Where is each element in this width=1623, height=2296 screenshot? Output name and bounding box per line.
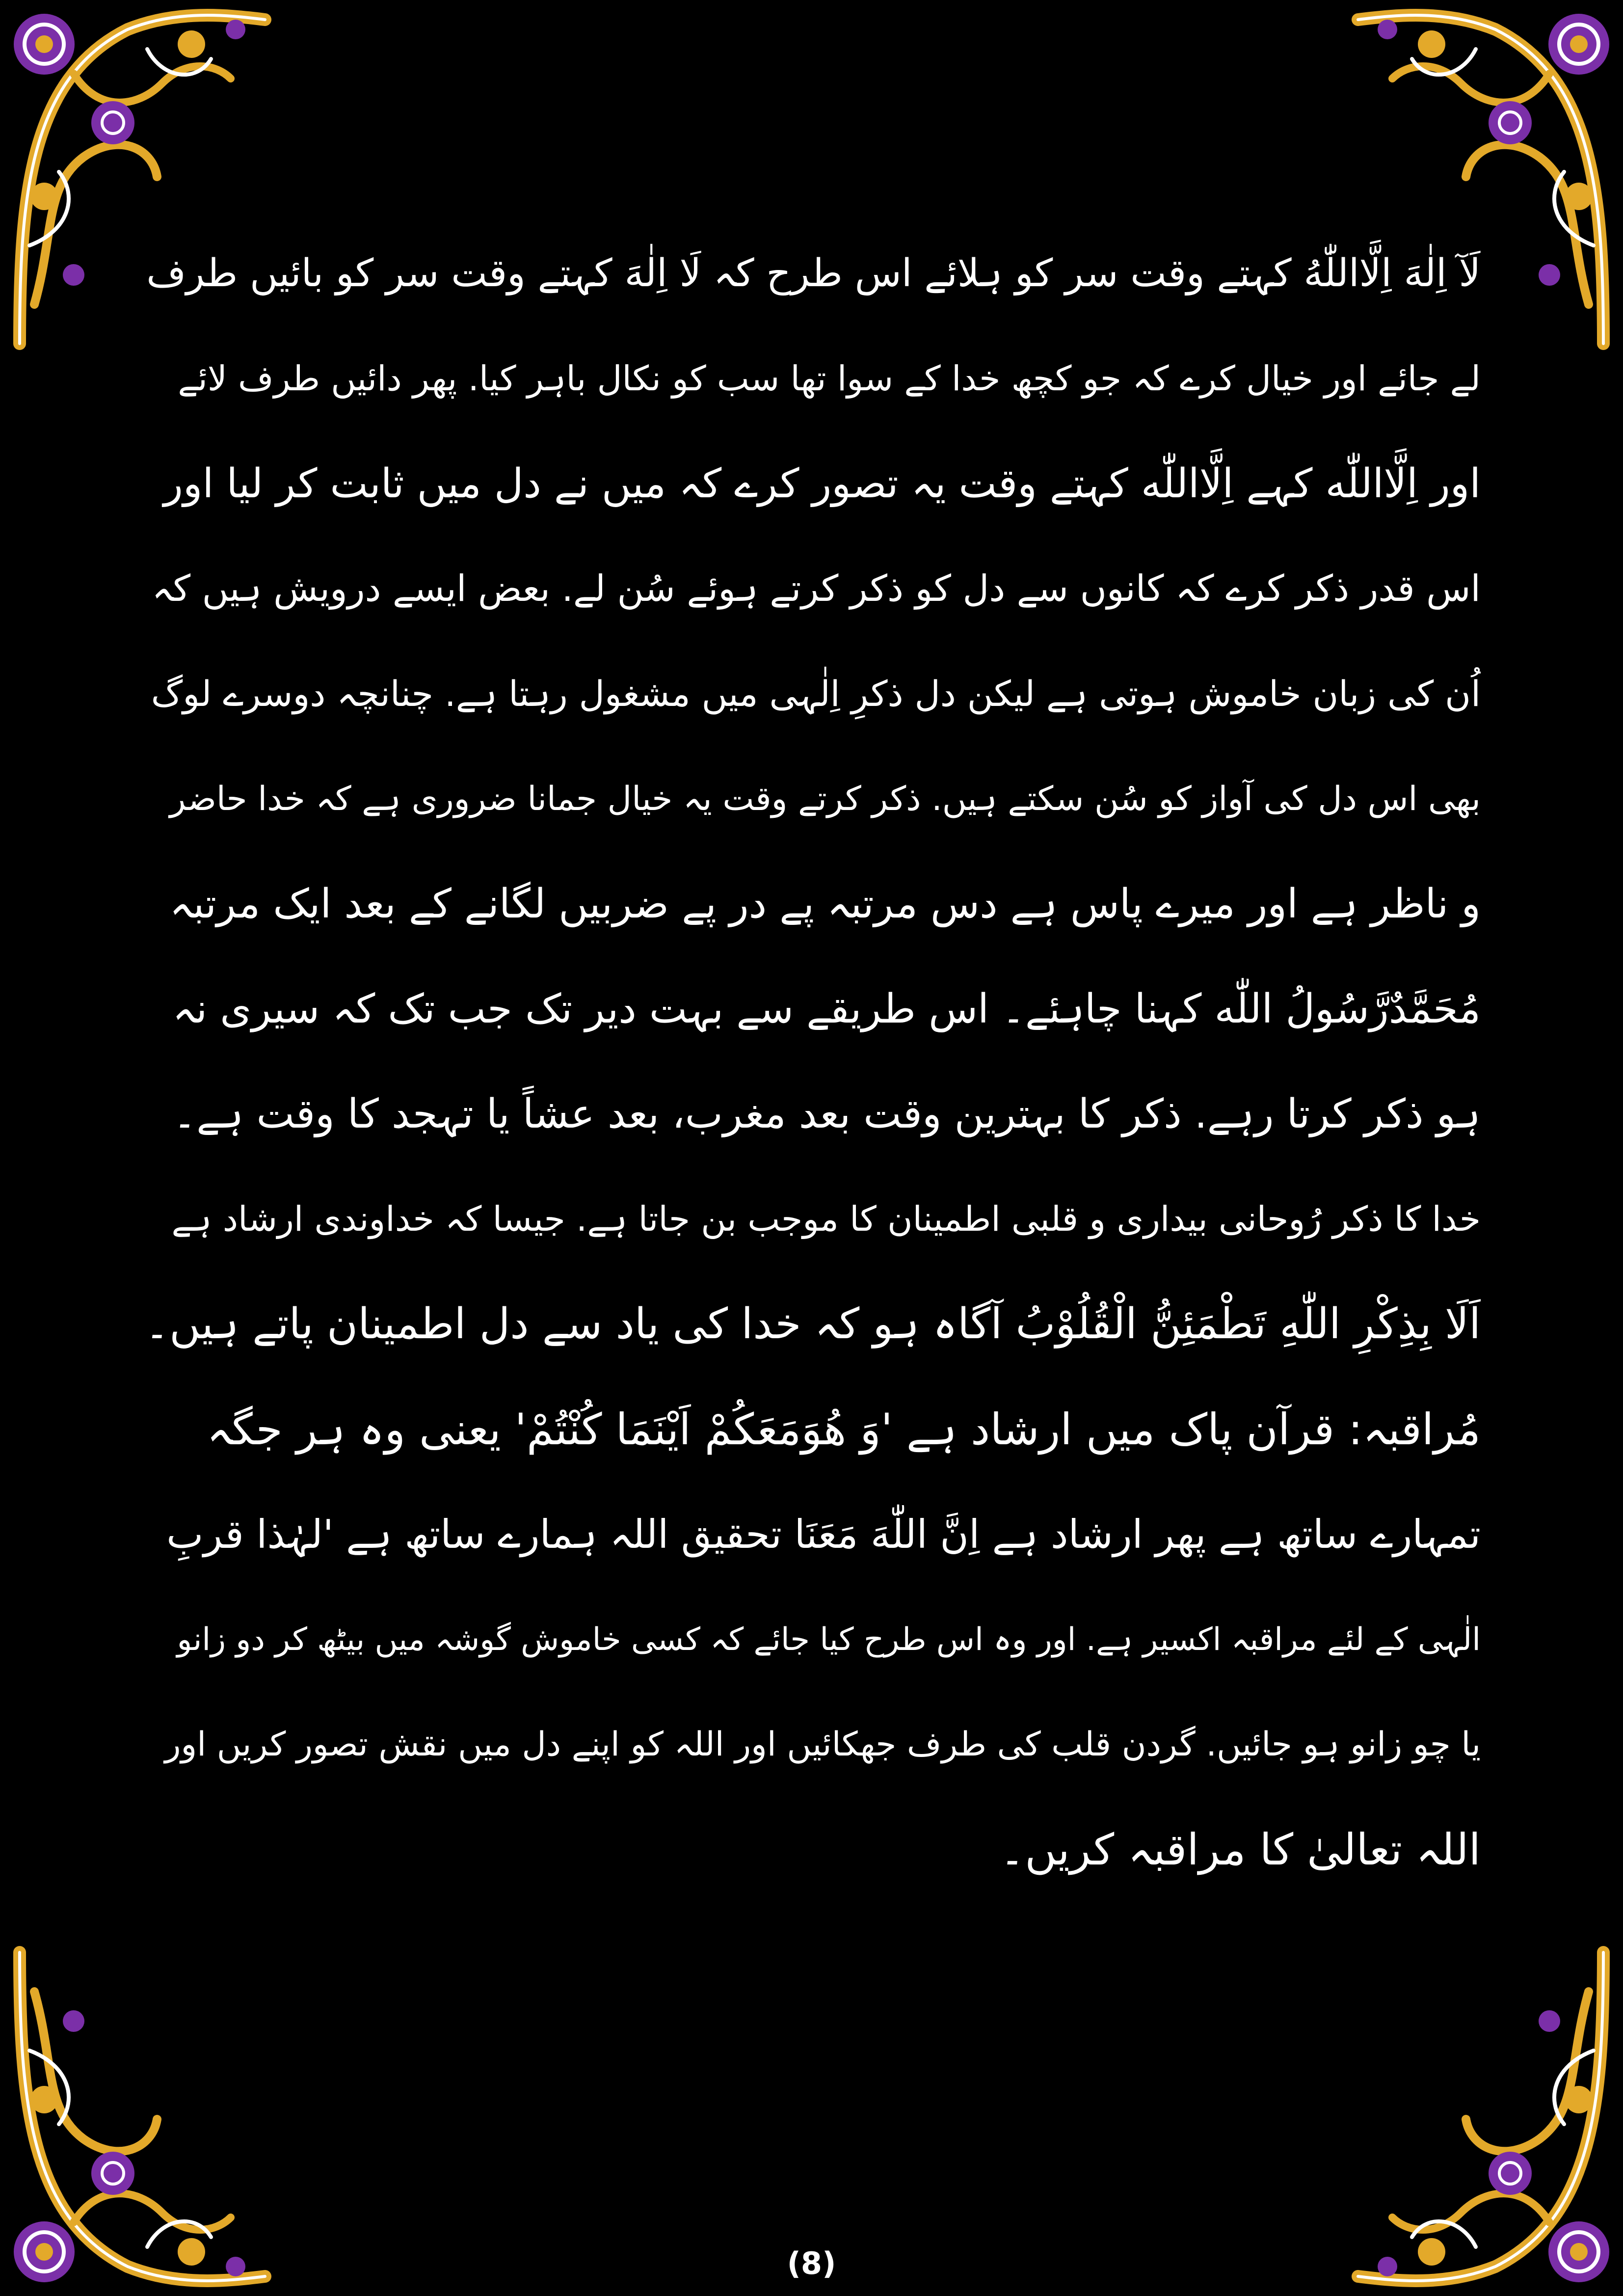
floral-corner-bottom-left-icon [0,1943,275,2296]
text-line: مُراقبہ: قرآن پاک میں ارشاد ہے 'وَ هُوَمَعَکُمْ اَیْنَمَا کُنْتُمْ' یعنی وہ ہر جگہ [207,1404,1481,1455]
text-line: یا چو زانو ہو جائیں. گردن قلب کی طرف جھکائیں اور اللہ کو اپنے دل میں نقش تصور کریں اور [164,1725,1481,1764]
text-line: لَآ اِلٰهَ اِلَّااللّٰهُ کہتے وقت سر کو ہلائے اس طرح کہ لَا اِلٰهَ کہتے وقت سر کو بائیں طرف [146,251,1481,296]
text-line: ہو ذکر کرتا رہے. ذکر کا بہترین وقت بعد مغرب، بعد عشاً یا تہجد کا وقت ہے۔ [173,1090,1481,1137]
text-line: تمہارے ساتھ ہے پھر ارشاد ہے اِنَّ اللّٰهَ مَعَنَا تحقیق اللہ ہمارے ساتھ ہے 'لہٰذا قربِ [166,1511,1481,1557]
text-line: بھی اس دل کی آواز کو سُن سکتے ہیں. ذکر کرتے وقت یہ خیال جمانا ضروری ہے کہ خدا حاضر [169,780,1481,818]
text-line: مُحَمَّدٌرَّسُولُ اللّٰه کہنا چاہئے۔ اس طریقے سے بہت دیر تک جب تک کہ سیری نہ [172,985,1481,1032]
text-line: اس قدر ذکر کرے کہ کانوں سے دل کو ذکر کرتے ہوئے سُن لے. بعض ایسے درویش ہیں کہ [152,567,1481,610]
text-line: و ناظر ہے اور میرے پاس ہے دس مرتبہ پے در پے ضربیں لگانے کے بعد ایک مرتبہ [169,880,1481,927]
text-line: لے جائے اور خیال کرے کہ جو کچھ خدا کے سوا تھا سب کو نکال باہر کیا. پھر دائیں طرف لائے [178,358,1481,399]
body-text [142,221,1481,1902]
text-line: الٰہی کے لئے مراقبہ اکسیر ہے. اور وہ اس طرح کیا جائے کہ کسی خاموش گوشہ میں بیٹھ کر دو زانو [177,1621,1481,1658]
floral-corner-bottom-right-icon [1348,1943,1623,2296]
text-line: اور اِلَّااللّٰه کہے اِلَّااللّٰه کہتے وقت یہ تصور کرے کہ میں نے دل میں ثابت کر لیا اور [163,460,1481,507]
text-line: اُن کی زبان خاموش ہوتی ہے لیکن دل ذکرِ اِلٰہی میں مشغول رہتا ہے. چنانچہ دوسرے لوگ [151,673,1481,714]
text-line: اللہ تعالیٰ کا مراقبہ کریں۔ [999,1824,1481,1875]
text-line: خدا کا ذکر رُوحانی بیداری و قلبی اطمینان کا موجب بن جاتا ہے. جیسا کہ خداوندی ارشاد ہے [171,1199,1481,1239]
text-line: اَلَا بِذِکْرِ اللّٰهِ تَطْمَئِنُّ الْقُلُوْبُ آگاہ ہو کہ خدا کی یاد سے دل اطمینان پاتے ہیں۔ [144,1299,1481,1349]
page-number: (8) [787,2245,836,2281]
